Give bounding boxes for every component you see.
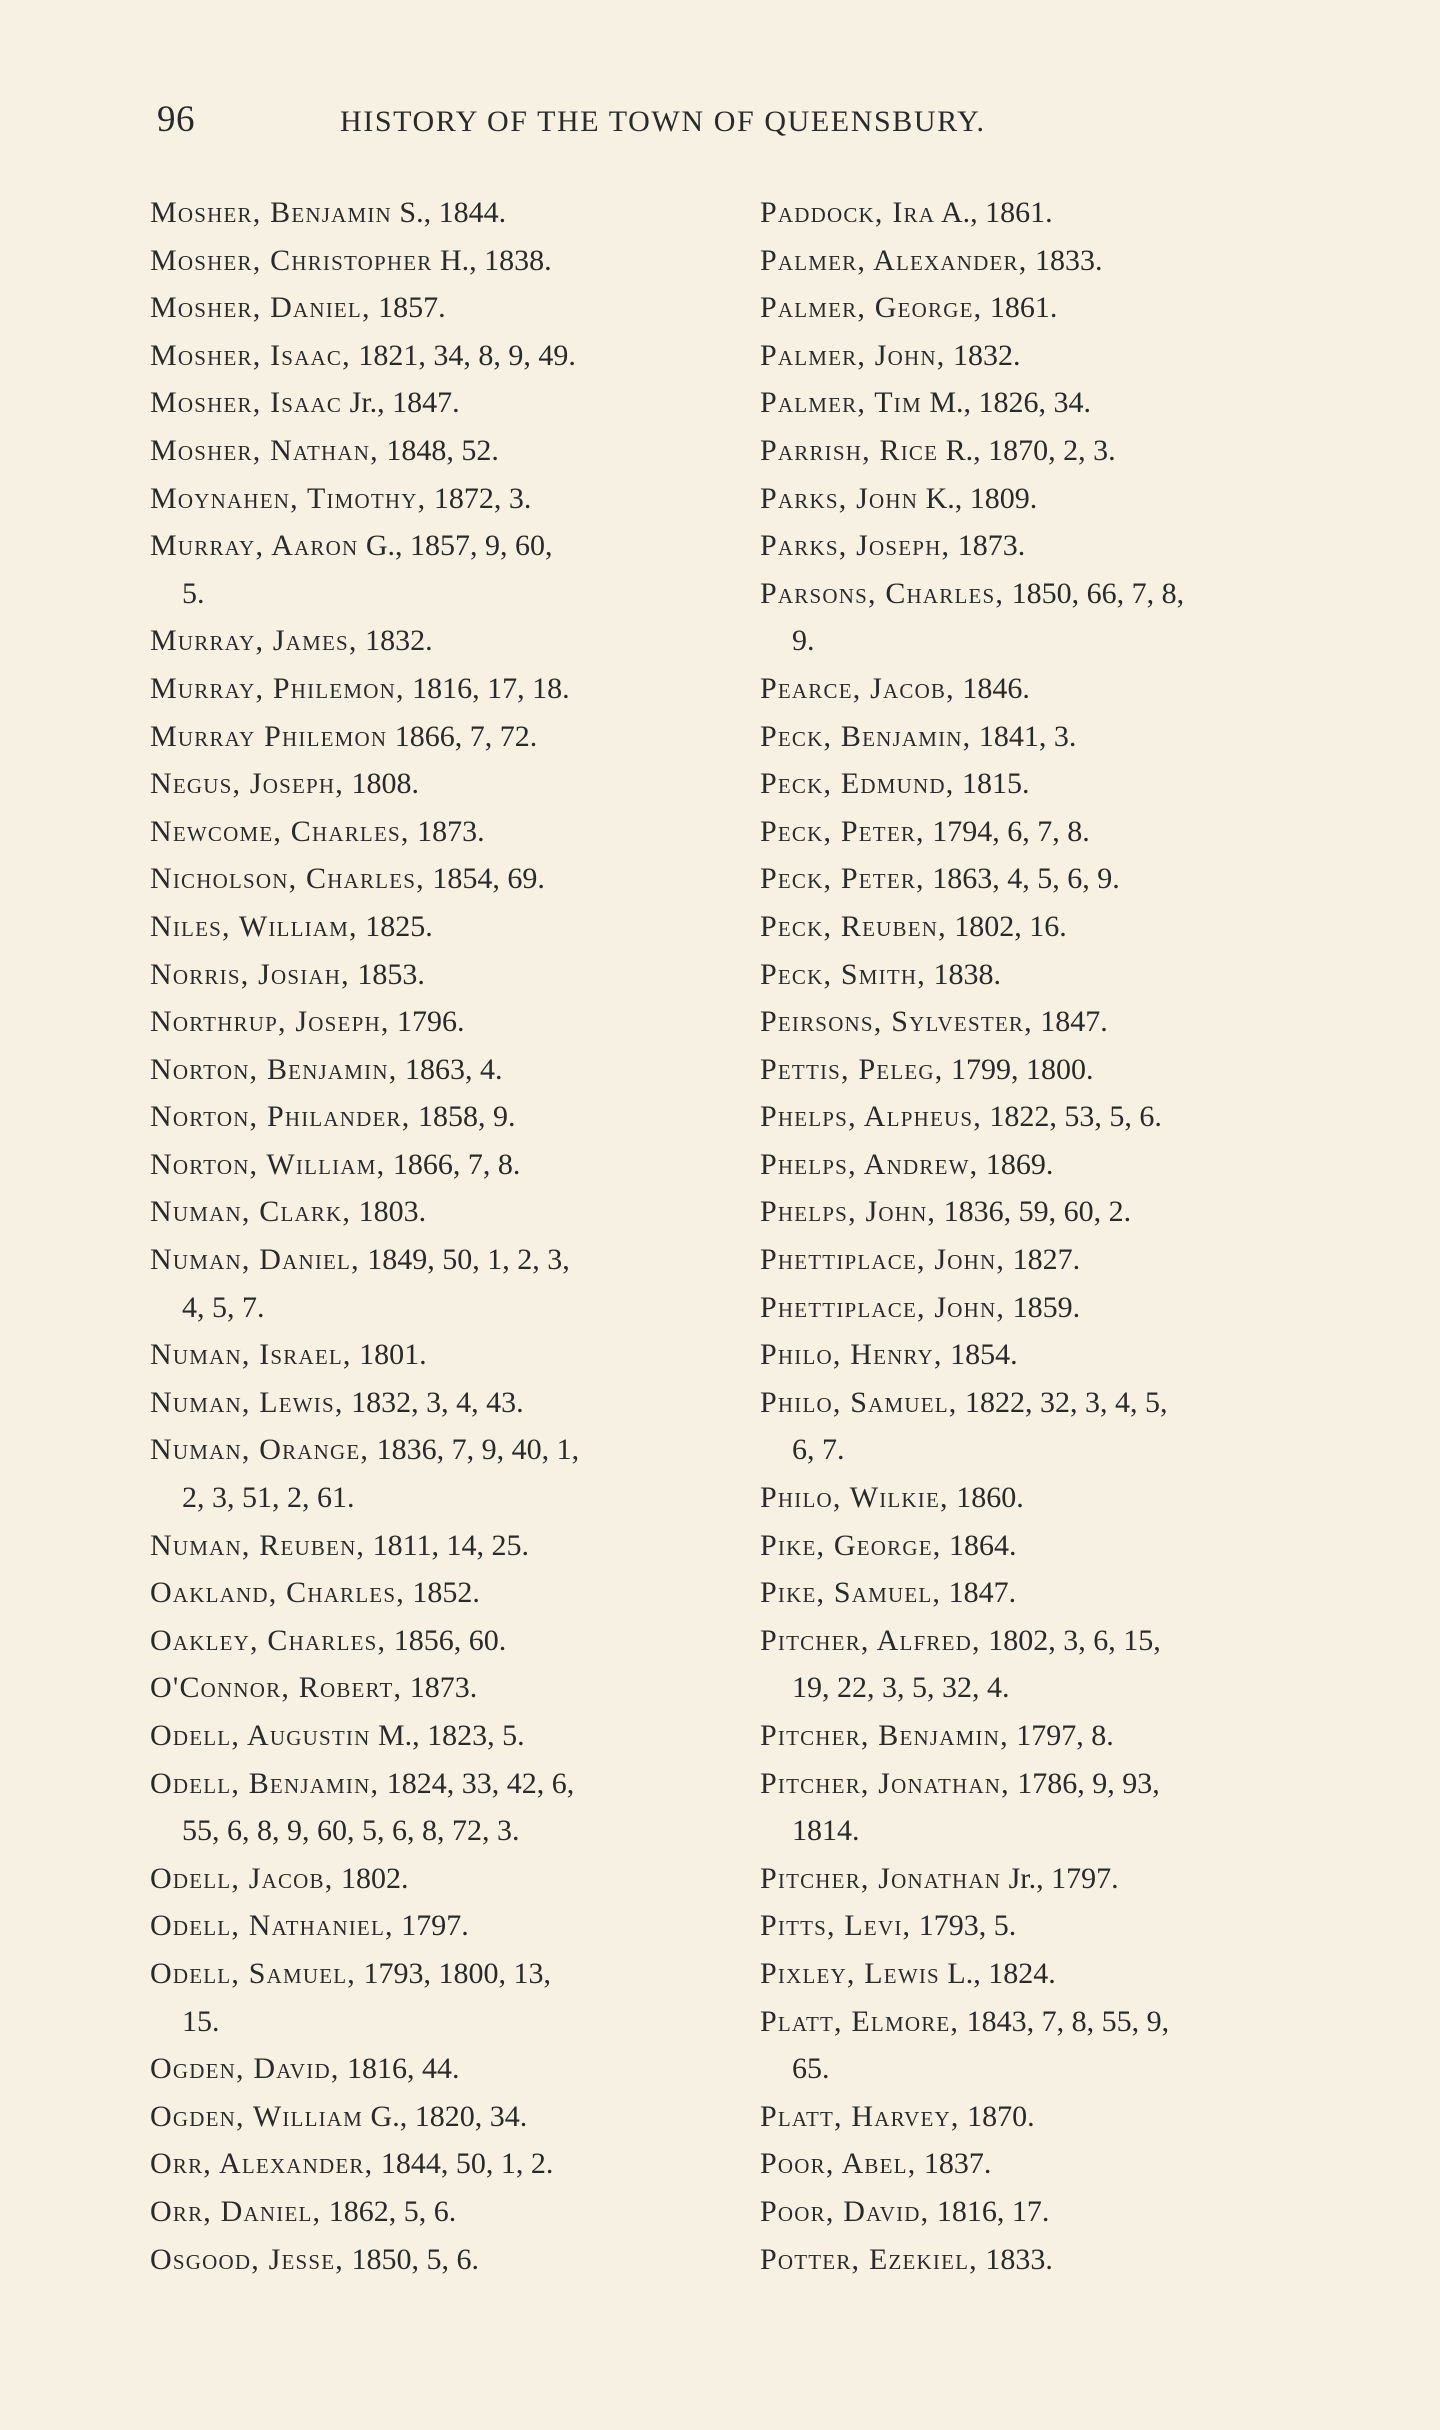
entry-dates: 1801. bbox=[351, 1338, 427, 1372]
entry-name: Peck, Peter, bbox=[760, 814, 925, 848]
index-entry bbox=[150, 2045, 750, 2093]
entry-name: Peck, Smith, bbox=[760, 957, 926, 991]
entry-name: Parrish, Rice bbox=[760, 433, 939, 467]
entry-name: Numan, Clark, bbox=[150, 1195, 352, 1229]
entry-dates: 1822, 53, 5, 6. bbox=[981, 1100, 1162, 1134]
index-entry bbox=[150, 617, 750, 665]
entry-name: Peck, Edmund, bbox=[760, 767, 955, 801]
index-entry bbox=[150, 284, 750, 332]
right-column bbox=[760, 189, 1380, 2283]
index-entry bbox=[150, 951, 750, 999]
index-entry bbox=[150, 1522, 750, 1570]
index-entry bbox=[150, 522, 750, 570]
index-entry bbox=[760, 1331, 1380, 1379]
index-entry bbox=[760, 1712, 1380, 1760]
entry-name: Phettiplace, John, bbox=[760, 1243, 1006, 1277]
entry-dates: S., 1844. bbox=[391, 196, 507, 229]
index-entry bbox=[760, 570, 1380, 618]
index-entry-continuation bbox=[760, 2045, 1380, 2093]
entry-name: Orr, Alexander, bbox=[150, 2147, 374, 2181]
index-entry bbox=[760, 1188, 1380, 1236]
entry-dates: 1846. bbox=[954, 671, 1030, 705]
entry-name: Ogden, William bbox=[150, 2099, 364, 2133]
entry-dates: 1827. bbox=[1005, 1243, 1081, 1277]
entry-dates: 65. bbox=[792, 2052, 830, 2086]
index-entry bbox=[760, 2140, 1380, 2188]
entry-dates: 1863, 4, 5, 6, 9. bbox=[924, 862, 1120, 896]
entry-dates: 1802, 3, 6, 15, bbox=[980, 1623, 1161, 1657]
entry-name: Philo, Samuel, bbox=[760, 1385, 958, 1419]
entry-name: Mosher, Christopher bbox=[150, 243, 433, 277]
entry-dates: 15. bbox=[182, 2004, 220, 2038]
entry-name: Philo, Henry, bbox=[760, 1338, 943, 1372]
entry-name: Odell, Augustin bbox=[150, 1719, 371, 1752]
entry-name: Paddock, Ira bbox=[760, 196, 936, 229]
index-entry-continuation bbox=[760, 617, 1380, 665]
entry-dates: 9. bbox=[792, 624, 815, 658]
entry-name: Mosher, Benjamin bbox=[150, 196, 392, 229]
index-entry bbox=[150, 2188, 750, 2236]
entry-dates: 1848, 52. bbox=[378, 433, 499, 467]
entry-dates: 1861. bbox=[982, 291, 1058, 325]
entry-dates: 1844, 50, 1, 2. bbox=[373, 2147, 554, 2181]
entry-name: Pitcher, Alfred, bbox=[760, 1623, 981, 1657]
page-header bbox=[157, 98, 1157, 148]
index-entry bbox=[150, 1236, 750, 1284]
entry-dates: 1837. bbox=[916, 2147, 992, 2181]
entry-dates: 1821, 34, 8, 9, 49. bbox=[350, 338, 576, 372]
entry-name: Phettiplace, John, bbox=[760, 1290, 1006, 1324]
entry-name: Pike, Samuel, bbox=[760, 1576, 942, 1610]
entry-name: Pearce, Jacob, bbox=[760, 671, 955, 705]
index-entry bbox=[760, 1902, 1380, 1950]
index-entry bbox=[760, 1046, 1380, 1094]
entry-name: Palmer, George, bbox=[760, 291, 983, 325]
entry-name: Murray, Aaron bbox=[150, 529, 359, 563]
entry-dates: 1832. bbox=[945, 338, 1021, 372]
index-entry bbox=[760, 713, 1380, 761]
entry-name: Platt, Elmore, bbox=[760, 2004, 960, 2038]
index-entry bbox=[150, 1141, 750, 1189]
index-entry bbox=[150, 1664, 750, 1712]
index-entry bbox=[150, 475, 750, 523]
entry-name: Peck, Reuben, bbox=[760, 909, 947, 943]
index-entry bbox=[150, 427, 750, 475]
entry-name: Newcome, Charles, bbox=[150, 814, 410, 848]
entry-name: Odell, Jacob, bbox=[150, 1861, 334, 1895]
entry-dates: 1850, 5, 6. bbox=[344, 2242, 479, 2276]
entry-name: Phelps, Alpheus, bbox=[760, 1100, 982, 1134]
entry-dates: 1863, 4. bbox=[397, 1052, 503, 1086]
entry-name: Parsons, Charles, bbox=[760, 576, 1005, 610]
entry-name: Peck, Benjamin, bbox=[760, 719, 972, 753]
entry-dates: 1815. bbox=[954, 767, 1030, 801]
entry-dates: 1808. bbox=[344, 767, 419, 801]
entry-name: Mosher, Nathan, bbox=[150, 433, 379, 467]
entry-name: Peck, Peter, bbox=[760, 862, 925, 896]
entry-dates: 1786, 9, 93, bbox=[1009, 1766, 1160, 1800]
index-entry bbox=[760, 1141, 1380, 1189]
index-entry bbox=[150, 713, 750, 761]
index-entry bbox=[760, 2188, 1380, 2236]
index-entry bbox=[150, 855, 750, 903]
index-entry bbox=[150, 1855, 750, 1903]
index-entry bbox=[760, 284, 1380, 332]
entry-dates: M., 1823, 5. bbox=[370, 1719, 525, 1752]
entry-dates: 5. bbox=[182, 576, 205, 610]
entry-name: Phelps, Andrew, bbox=[760, 1147, 979, 1181]
index-entry bbox=[150, 2236, 750, 2284]
entry-dates: 1862, 5, 6. bbox=[321, 2194, 457, 2228]
entry-dates: A., 1861. bbox=[935, 196, 1053, 229]
entry-name: Platt, Harvey, bbox=[760, 2099, 960, 2133]
entry-dates: 1873. bbox=[409, 814, 485, 848]
entry-dates: 1833. bbox=[977, 2242, 1053, 2276]
index-entry bbox=[150, 379, 750, 427]
entry-dates: 1864. bbox=[941, 1528, 1017, 1562]
index-entry bbox=[760, 1093, 1380, 1141]
index-entry-continuation bbox=[760, 1807, 1380, 1855]
entry-name: Poor, David, bbox=[760, 2194, 930, 2228]
index-entry bbox=[760, 1998, 1380, 2046]
index-entry bbox=[150, 1950, 750, 1998]
entry-name: Parks, John bbox=[760, 481, 919, 515]
entry-dates: 1860. bbox=[948, 1481, 1024, 1515]
index-entry bbox=[150, 2140, 750, 2188]
index-entry-continuation bbox=[150, 1998, 750, 2046]
index-entry bbox=[150, 1712, 750, 1760]
entry-dates: L., 1824. bbox=[939, 1956, 1056, 1990]
entry-name: Orr, Daniel, bbox=[150, 2194, 322, 2228]
index-entry bbox=[760, 427, 1380, 475]
entry-dates: 1832. bbox=[357, 624, 433, 658]
entry-dates: R., 1870, 2, 3. bbox=[938, 433, 1116, 467]
entry-name: Moynahen, Timothy, bbox=[150, 481, 427, 515]
index-entry bbox=[760, 1569, 1380, 1617]
entry-name: Philo, Wilkie, bbox=[760, 1481, 949, 1515]
entry-name: Mosher, Daniel, bbox=[150, 291, 371, 325]
entry-dates: 1793, 5. bbox=[911, 1909, 1017, 1943]
index-entry bbox=[150, 1569, 750, 1617]
index-entry-continuation bbox=[760, 1664, 1380, 1712]
entry-name: Norton, Philander, bbox=[150, 1100, 411, 1134]
index-entry bbox=[760, 998, 1380, 1046]
page-number: 96 bbox=[157, 99, 195, 140]
index-entry bbox=[760, 332, 1380, 380]
entry-dates: H., 1838. bbox=[432, 243, 552, 277]
entry-dates: 1832, 3, 4, 43. bbox=[343, 1385, 524, 1419]
index-entry bbox=[760, 808, 1380, 856]
entry-dates: 1802, 16. bbox=[946, 909, 1067, 943]
entry-dates: 1811, 14, 25. bbox=[365, 1528, 530, 1562]
entry-dates: 1797, 8. bbox=[1008, 1719, 1114, 1752]
entry-name: Pitts, Levi, bbox=[760, 1909, 912, 1943]
entry-dates: 1856, 60. bbox=[386, 1623, 507, 1657]
entry-name: Potter, Ezekiel, bbox=[760, 2242, 978, 2276]
index-entry bbox=[760, 475, 1380, 523]
left-column bbox=[150, 189, 750, 2283]
index-entry bbox=[150, 237, 750, 285]
entry-name: Numan, Daniel, bbox=[150, 1243, 360, 1277]
entry-dates: 1816, 17. bbox=[929, 2194, 1050, 2228]
entry-dates: 6, 7. bbox=[792, 1433, 845, 1467]
entry-dates: 1822, 32, 3, 4, 5, bbox=[957, 1385, 1168, 1419]
entry-dates: 1850, 66, 7, 8, bbox=[1004, 576, 1185, 610]
index-entry bbox=[760, 1236, 1380, 1284]
entry-dates: 19, 22, 3, 5, 32, 4. bbox=[792, 1671, 1010, 1705]
entry-name: Northrup, Joseph, bbox=[150, 1005, 390, 1039]
entry-name: Palmer, Tim bbox=[760, 386, 922, 420]
index-entry bbox=[760, 2093, 1380, 2141]
index-entry bbox=[150, 2093, 750, 2141]
entry-name: Murray Philemon bbox=[150, 719, 388, 753]
index-entry bbox=[150, 1617, 750, 1665]
entry-dates: 1797. bbox=[393, 1909, 469, 1943]
entry-name: Numan, Reuben, bbox=[150, 1528, 366, 1562]
index-entry bbox=[760, 1284, 1380, 1332]
index-entry-continuation bbox=[150, 570, 750, 618]
index-entry bbox=[760, 237, 1380, 285]
entry-name: Osgood, Jesse, bbox=[150, 2242, 344, 2276]
entry-name: Murray, Philemon, bbox=[150, 671, 405, 705]
index-entry bbox=[760, 665, 1380, 713]
entry-dates: 1866, 7, 8. bbox=[385, 1147, 521, 1181]
entry-dates: 1843, 7, 8, 55, 9, bbox=[959, 2004, 1170, 2038]
index-entry bbox=[760, 2236, 1380, 2284]
index-entry bbox=[150, 1902, 750, 1950]
entry-dates: 1803. bbox=[351, 1195, 427, 1229]
entry-name: O'Connor, Robert, bbox=[150, 1671, 403, 1705]
entry-name: Norton, Benjamin, bbox=[150, 1052, 398, 1086]
index-entry bbox=[150, 1379, 750, 1427]
index-entry bbox=[150, 1046, 750, 1094]
entry-dates: M., 1826, 34. bbox=[921, 386, 1092, 420]
entry-name: Palmer, Alexander, bbox=[760, 243, 1028, 277]
index-entry bbox=[150, 665, 750, 713]
entry-name: Norris, Josiah, bbox=[150, 957, 350, 991]
index-entry bbox=[150, 760, 750, 808]
index-entry bbox=[760, 1855, 1380, 1903]
index-entry-continuation bbox=[150, 1474, 750, 1522]
entry-dates: 1870. bbox=[959, 2099, 1035, 2133]
entry-dates: 1873. bbox=[950, 529, 1026, 563]
index-entry bbox=[150, 1426, 750, 1474]
index-entry bbox=[150, 189, 750, 237]
entry-dates: 1814. bbox=[792, 1814, 860, 1848]
entry-name: Negus, Joseph, bbox=[150, 767, 344, 801]
entry-name: Mosher, Isaac bbox=[150, 386, 343, 420]
index-entry-continuation bbox=[150, 1284, 750, 1332]
entry-dates: Jr., 1797. bbox=[1001, 1861, 1119, 1895]
index-entry bbox=[760, 379, 1380, 427]
entry-name: Poor, Abel, bbox=[760, 2147, 917, 2181]
entry-dates: 55, 6, 8, 9, 60, 5, 6, 8, 72, 3. bbox=[182, 1814, 520, 1848]
entry-dates: 1866, 7, 72. bbox=[387, 719, 538, 753]
entry-dates: 1847. bbox=[1032, 1005, 1108, 1039]
entry-name: Pitcher, Benjamin, bbox=[760, 1719, 1009, 1752]
entry-dates: 1836, 7, 9, 40, 1, bbox=[369, 1433, 580, 1467]
index-entry bbox=[760, 1950, 1380, 1998]
entry-dates: 1836, 59, 60, 2. bbox=[936, 1195, 1132, 1229]
index-entry bbox=[150, 1331, 750, 1379]
entry-dates: K., 1809. bbox=[918, 481, 1038, 515]
entry-name: Pitcher, Jonathan bbox=[760, 1861, 1002, 1895]
entry-name: Niles, William, bbox=[150, 909, 358, 943]
index-entry bbox=[760, 951, 1380, 999]
entry-dates: 1854. bbox=[942, 1338, 1018, 1372]
entry-name: Numan, Orange, bbox=[150, 1433, 370, 1467]
entry-dates: 1802. bbox=[333, 1861, 409, 1895]
entry-dates: 1847. bbox=[941, 1576, 1017, 1610]
index-entry bbox=[150, 903, 750, 951]
index-entry-continuation bbox=[760, 1426, 1380, 1474]
entry-name: Pettis, Peleg, bbox=[760, 1052, 944, 1086]
index-entry bbox=[760, 903, 1380, 951]
entry-name: Ogden, David, bbox=[150, 2052, 340, 2086]
entry-dates: 1799, 1800. bbox=[943, 1052, 1094, 1086]
index-entry bbox=[760, 1617, 1380, 1665]
entry-dates: 1816, 17, 18. bbox=[404, 671, 570, 705]
entry-name: Odell, Benjamin, bbox=[150, 1766, 380, 1800]
entry-dates: 1872, 3. bbox=[426, 481, 532, 515]
entry-dates: 1853. bbox=[349, 957, 425, 991]
entry-dates: 1833. bbox=[1027, 243, 1103, 277]
entry-dates: 1824, 33, 42, 6, bbox=[379, 1766, 575, 1800]
index-entry bbox=[760, 1522, 1380, 1570]
entry-name: Odell, Samuel, bbox=[150, 1956, 356, 1990]
index-entry bbox=[150, 332, 750, 380]
entry-dates: 1859. bbox=[1005, 1290, 1081, 1324]
entry-name: Parks, Joseph, bbox=[760, 529, 951, 563]
entry-dates: 1854, 69. bbox=[424, 862, 545, 896]
index-entry bbox=[150, 998, 750, 1046]
entry-name: Numan, Israel, bbox=[150, 1338, 352, 1372]
entry-dates: 4, 5, 7. bbox=[182, 1290, 265, 1324]
entry-dates: 1852. bbox=[404, 1576, 480, 1610]
entry-dates: 1825. bbox=[357, 909, 433, 943]
entry-dates: 1858, 9. bbox=[410, 1100, 516, 1134]
entry-name: Pixley, Lewis bbox=[760, 1956, 940, 1990]
entry-dates: 2, 3, 51, 2, 61. bbox=[182, 1481, 355, 1515]
entry-name: Murray, James, bbox=[150, 624, 358, 658]
entry-name: Phelps, John, bbox=[760, 1195, 937, 1229]
entry-name: Oakley, Charles, bbox=[150, 1623, 387, 1657]
entry-name: Nicholson, Charles, bbox=[150, 862, 425, 896]
entry-name: Odell, Nathaniel, bbox=[150, 1909, 394, 1943]
entry-dates: 1793, 1800, 13, bbox=[355, 1956, 551, 1990]
entry-name: Numan, Lewis, bbox=[150, 1385, 344, 1419]
entry-dates: G., 1857, 9, 60, bbox=[358, 529, 553, 563]
entry-dates: 1838. bbox=[925, 957, 1001, 991]
running-head: HISTORY OF THE TOWN OF QUEENSBURY. bbox=[340, 105, 986, 138]
entry-name: Pitcher, Jonathan, bbox=[760, 1766, 1010, 1800]
entry-dates: 1794, 6, 7, 8. bbox=[924, 814, 1090, 848]
index-entry bbox=[150, 1093, 750, 1141]
index-entry bbox=[150, 1188, 750, 1236]
index-entry bbox=[760, 189, 1380, 237]
entry-dates: 1857. bbox=[370, 291, 446, 325]
index-entry-continuation bbox=[150, 1807, 750, 1855]
index-entry bbox=[760, 760, 1380, 808]
index-entry bbox=[760, 1474, 1380, 1522]
entry-dates: 1816, 44. bbox=[339, 2052, 460, 2086]
entry-dates: Jr., 1847. bbox=[342, 386, 460, 420]
entry-name: Norton, William, bbox=[150, 1147, 386, 1181]
index-entry bbox=[150, 1760, 750, 1808]
entry-name: Oakland, Charles, bbox=[150, 1576, 405, 1610]
entry-dates: 1841, 3. bbox=[971, 719, 1077, 753]
index-entry bbox=[760, 1379, 1380, 1427]
entry-dates: 1849, 50, 1, 2, 3, bbox=[359, 1243, 570, 1277]
entry-name: Pike, George, bbox=[760, 1528, 942, 1562]
entry-name: Peirsons, Sylvester, bbox=[760, 1005, 1033, 1039]
index-entry bbox=[760, 855, 1380, 903]
index-entry bbox=[760, 1760, 1380, 1808]
entry-dates: 1873. bbox=[402, 1671, 478, 1705]
entry-dates: 1869. bbox=[978, 1147, 1054, 1181]
entry-name: Mosher, Isaac, bbox=[150, 338, 351, 372]
index-entry bbox=[760, 522, 1380, 570]
index-entry bbox=[150, 808, 750, 856]
entry-dates: 1796. bbox=[389, 1005, 465, 1039]
entry-name: Palmer, John, bbox=[760, 338, 946, 372]
entry-dates: G., 1820, 34. bbox=[363, 2099, 528, 2133]
